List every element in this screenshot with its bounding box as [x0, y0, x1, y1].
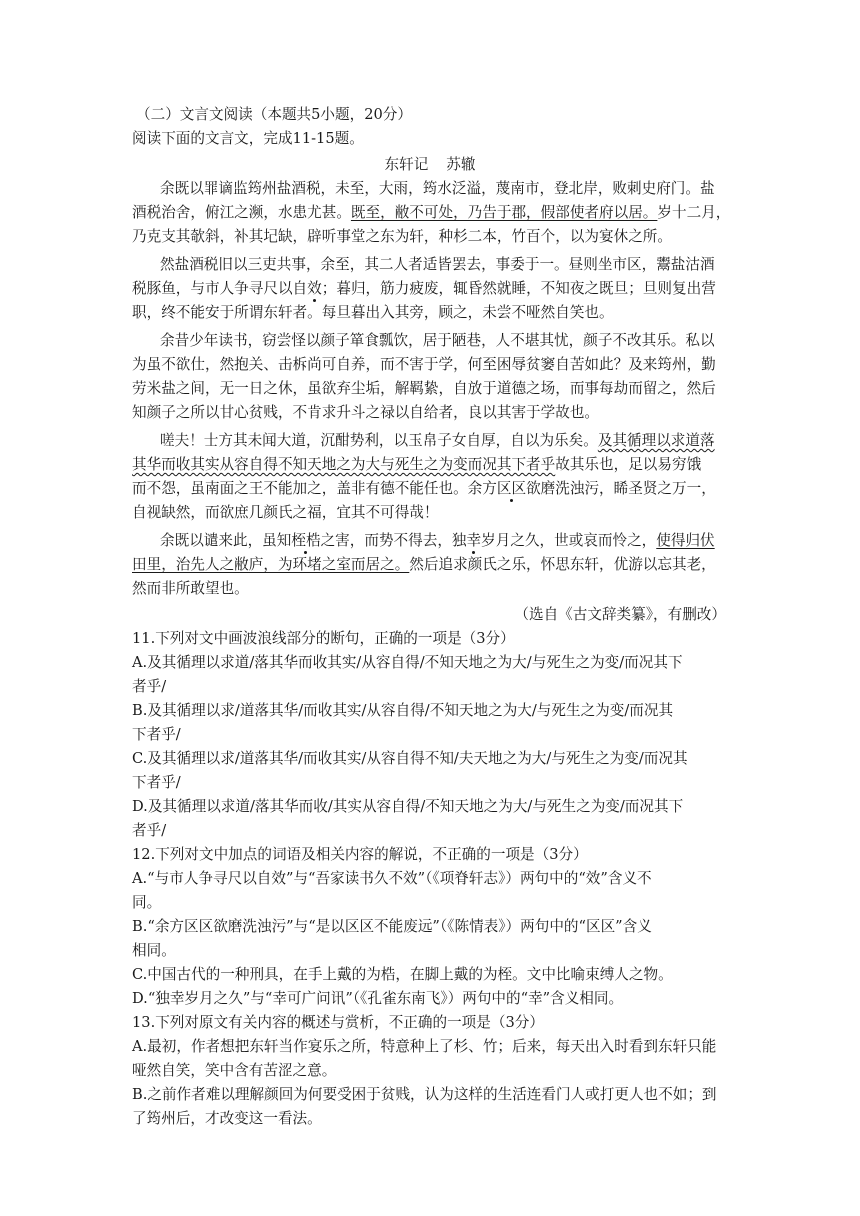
- passage-title: [0, 153, 860, 174]
- q11-option-d: D.及其循理以求道/落其华而收/其实从容自得/不知天地之为大/与死生之为变/而况其下: [132, 798, 684, 815]
- q12-option-b: B.“余方区区欲磨洗浊污”与“是以区区不能废远”（《陈情表》）两句中的“区区”含义: [132, 918, 652, 935]
- q11-option-c-cont: 下者乎/: [132, 774, 181, 791]
- q12-option-c: C.中国古代的一种刑具，在手上戴的为梏，在脚上戴的为桎。文中比喻束缚人之物。: [132, 966, 673, 983]
- q12-option-a-cont: 同。: [132, 894, 162, 911]
- q13-option-a: A.最初，作者想把东轩当作宴乐之所，特意种上了杉、竹；后来，每天出入时看到东轩只能: [132, 1038, 717, 1055]
- passage-p2-line3: 职，终不能安于所谓东轩者。每旦暮出入其旁，顾之，未尝不哑然自笑也。: [132, 304, 614, 321]
- passage-p1-line3: 乃克支其欹斜，补其圮缺，辟听事堂之东为轩，种杉二本，竹百个，以为宴休之所。: [132, 228, 672, 245]
- underlined-sentence-2a: 使得归伏: [656, 532, 715, 549]
- q11-option-b-cont: 下者乎/: [132, 726, 181, 743]
- dotted-word-xing: 幸: [466, 532, 482, 549]
- q13-option-b-cont: 了筠州后，才改变这一看法。: [132, 1110, 322, 1127]
- underlined-sentence-1: 既至，敝不可处，乃告于郡，假部使者府以居。: [350, 204, 658, 221]
- q12-option-a: A.“与市人争寻尺以自效”与“吾家读书久不效”（《项脊轩志》）两句中的“效”含义不: [132, 870, 652, 887]
- passage-p2-line2: 税豚鱼，与市人争寻尺以自效；暮归，筋力疲废，辄昏然就睡，不知夜之既旦；旦则复出营: [132, 280, 716, 297]
- passage-p5-line1: 余既以谴来此，虽知桎梏之害，而势不得去，独幸岁月之久，世或哀而怜之，使得归伏: [160, 532, 715, 549]
- q13-option-b: B.之前作者难以理解颜回为何要受困于贫贱，认为这样的生活连看门人或打更人也不如；到: [132, 1086, 717, 1103]
- section-instruction: 阅读下面的文言文，完成11-15题。: [132, 130, 364, 147]
- passage-p4-line3: 而不怨，虽南面之王不能加之，盖非有德不能任也。余方区区欲磨洗浊污，睎圣贤之万一，: [132, 480, 716, 497]
- section-header: （二）文言文阅读（本题共5小题，20分）: [136, 106, 412, 123]
- title-name: 东轩记: [384, 156, 429, 173]
- passage-p3-line4: 知颜子之所以甘心贫贱，不肯求升斗之禄以自给者，良以其害于学故也。: [132, 404, 600, 421]
- passage-p1-line2: 酒税治舍，俯江之濒，水患尤甚。既至，敝不可处，乃告于郡，假部使者府以居。岁十二月，: [132, 204, 731, 221]
- q13-stem: 13.下列对原文有关内容的概述与赏析，不正确的一项是（3分）: [132, 1014, 544, 1031]
- passage-p2-line1: 然盐酒税旧以三吏共事，余至，其二人者适皆罢去，事委于一。昼则坐市区，鬻盐沽酒: [160, 256, 715, 273]
- dotted-word-zhigu: 桎梏: [291, 532, 321, 549]
- q11-stem: 11.下列对文中画波浪线部分的断句，正确的一项是（3分）: [132, 630, 515, 647]
- passage-p5-line3: 然而非所敢望也。: [132, 580, 249, 597]
- passage-p1-line1: 余既以罪谪监筠州盐酒税，未至，大雨，筠水泛溢，蔑南市，登北岸，败刺史府门。盐: [160, 180, 715, 197]
- underlined-sentence-2b: 田里，治先人之敝庐，为环堵之室而居之。: [132, 556, 410, 573]
- passage-p4-line1: 嗟夫！士方其未闻大道，沉酣势利，以玉帛子女自厚，自以为乐矣。及其循理以求道落: [160, 432, 715, 449]
- passage-p4-line4: 自视缺然，而欲庶几颜氏之福，宜其不可得哉！: [132, 504, 439, 521]
- q13-option-a-cont: 哑然自笑，笑中含有苦涩之意。: [132, 1062, 337, 1079]
- passage-p3-line1: 余昔少年读书，窃尝怪以颜子箪食瓢饮，居于陋巷，人不堪其忧，颜子不改其乐。私以: [160, 332, 715, 349]
- q12-option-b-cont: 相同。: [132, 942, 176, 959]
- q11-option-b: B.及其循理以求/道落其华/而收其实/从容自得/不知天地之为大/与死生之为变/而况其: [132, 702, 674, 719]
- passage-p5-line2: 田里，治先人之敝庐，为环堵之室而居之。然后追求颜氏之乐，怀思东轩，优游以忘其老，: [132, 556, 716, 573]
- q12-stem: 12.下列对文中加点的词语及相关内容的解说，不正确的一项是（3分）: [132, 846, 588, 863]
- passage-p4-line2: 其华而收其实从容自得不知天地之为大与死生之为变而况其下者乎故其乐也，足以易穷饿: [132, 456, 702, 473]
- passage-p3-line2: 为虽不欲仕，然抱关、击柝尚可自养，而不害于学，何至困辱贫窭自苦如此？及来筠州，勤: [132, 356, 716, 373]
- q12-option-d: D.“独幸岁月之久”与“幸可广问讯”（《孔雀东南飞》）两句中的“幸”含义相同。: [132, 990, 624, 1007]
- title-author: 苏辙: [446, 156, 476, 173]
- q11-option-a: A.及其循理以求道/落其华而收其实/从容自得/不知天地之为大/与死生之为变/而况其下: [132, 654, 683, 671]
- q11-option-d-cont: 者乎/: [132, 822, 167, 839]
- dotted-word-xiao: 效: [307, 280, 322, 297]
- passage-p3-line3: 劳米盐之间，无一日之休，虽欲弃尘垢，解羁絷，自放于道德之场，而事每劫而留之，然后: [132, 380, 716, 397]
- dotted-word-ququ: 区区: [496, 480, 527, 497]
- q11-option-a-cont: 者乎/: [132, 678, 167, 695]
- wavy-segment-1: 及其循理以求道落: [597, 432, 715, 449]
- passage-source: （选自《古文辞类纂》，有删改）: [514, 606, 726, 623]
- q11-option-c: C.及其循理以求/道落其华/而收其实/从容自得不知/夫天地之为大/与死生之为变/而况其: [132, 750, 688, 767]
- wavy-segment-2: 其华而收其实从容自得不知天地之为大与死生之为变而况其下者乎: [132, 456, 556, 473]
